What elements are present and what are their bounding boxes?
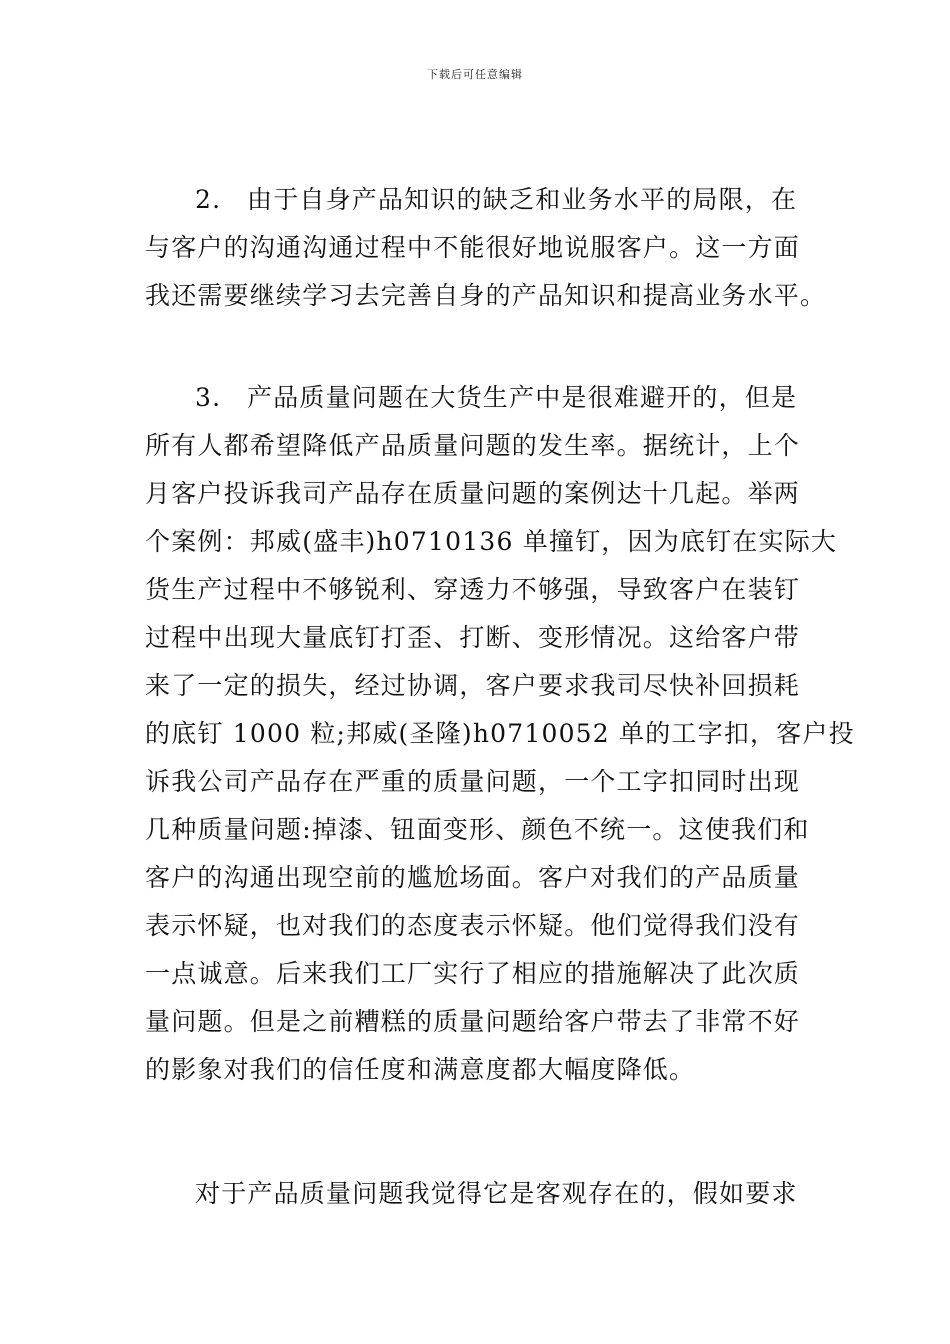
paragraph-line: 对于产品质量问题我觉得它是客观存在的，假如要求 — [195, 1179, 798, 1208]
paragraph-section-2 — [145, 176, 827, 320]
paragraph-line — [145, 176, 810, 224]
paragraph-line: 我还需要继续学习去完善自身的产品知识和提高业务水平。 — [145, 281, 827, 310]
paragraph-line: 货生产过程中不够锐利、穿透力不够强，导致客户在装钉 — [145, 575, 801, 604]
paragraph-line: 的影象对我们的信任度和满意度都大幅度降低。 — [145, 1055, 696, 1084]
paragraph-line: 个案例：邦威(盛丰)h0710136 单撞钉，因为底钉在实际大 — [145, 527, 838, 556]
line-text: 由于自身产品知识的缺乏和业务水平的局限，在 — [247, 185, 798, 214]
paragraph-line: 诉我公司产品存在严重的质量问题，一个工字扣同时出现 — [145, 767, 801, 796]
paragraph-line — [145, 374, 810, 422]
paragraph-line: 月客户投诉我司产品存在质量问题的案例达十几起。举两 — [145, 479, 801, 508]
paragraph-line: 表示怀疑，也对我们的态度表示怀疑。他们觉得我们没有 — [145, 911, 801, 940]
line-text: 产品质量问题在大货生产中是很难避开的，但是 — [247, 383, 798, 412]
page-header: 下载后可任意编辑 — [427, 68, 523, 81]
item-number: 2. — [195, 185, 222, 214]
paragraph-line: 一点诚意。后来我们工厂实行了相应的措施解决了此次质 — [145, 959, 801, 988]
paragraph-line: 过程中出现大量底钉打歪、打断、变形情况。这给客户带 — [145, 623, 801, 652]
paragraph-line: 所有人都希望降低产品质量问题的发生率。据统计，上个 — [145, 431, 801, 460]
paragraph-line: 来了一定的损失，经过协调，客户要求我司尽快补回损耗 — [145, 671, 801, 700]
paragraph-line: 与客户的沟通沟通过程中不能很好地说服客户。这一方面 — [145, 233, 801, 262]
paragraph-line: 的底钉 1000 粒;邦威(圣隆)h0710052 单的工字扣，客户投 — [145, 719, 855, 748]
paragraph-line: 客户的沟通出现空前的尴尬场面。客户对我们的产品质量 — [145, 863, 801, 892]
paragraph-line: 量问题。但是之前糟糕的质量问题给客户带去了非常不好 — [145, 1007, 801, 1036]
paragraph-line: 几种质量问题:掉漆、钮面变形、颜色不统一。这使我们和 — [145, 815, 810, 844]
paragraph-section-3 — [145, 374, 855, 1094]
paragraph-closing — [145, 1170, 810, 1218]
item-number: 3. — [195, 383, 222, 412]
